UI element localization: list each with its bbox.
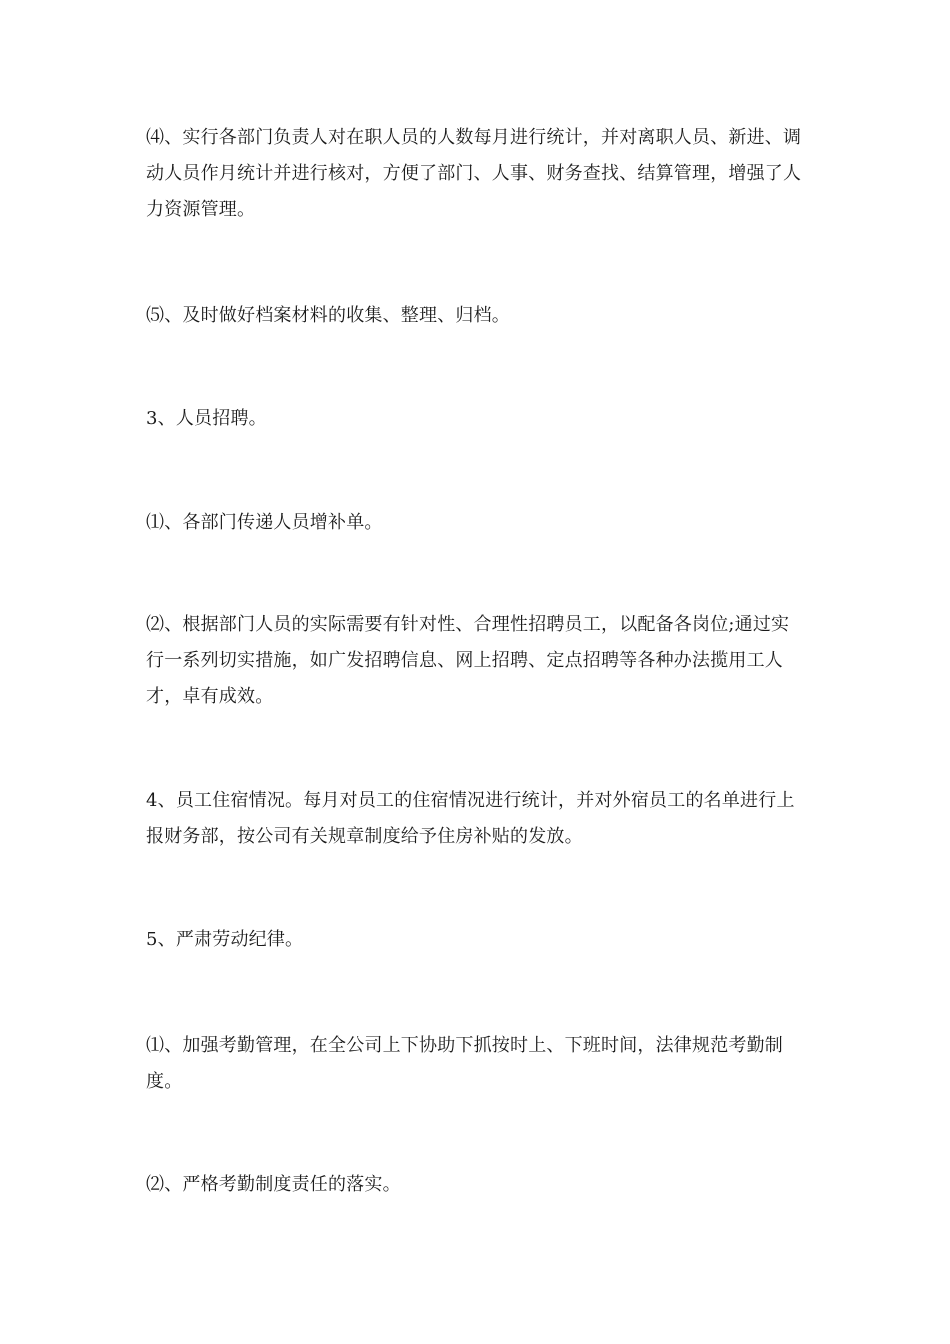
section-heading-discipline: 5、严肃劳动纪律。 xyxy=(146,929,304,950)
paragraph-item-5-archives: ⑸、及时做好档案材料的收集、整理、归档。 xyxy=(146,305,510,326)
paragraph-item-2-responsibility: ⑵、严格考勤制度责任的落实。 xyxy=(146,1174,401,1195)
paragraph-item-2-hiring: ⑵、根据部门人员的实际需要有针对性、合理性招聘员工，以配备各岗位;通过实行一系列切实措施，如广发招聘信息、网上招聘、定点招聘等各种办法揽用工人才，卓有成效。 xyxy=(146,614,790,707)
section-heading-recruitment: 3、人员招聘。 xyxy=(146,408,267,429)
paragraph-item-1-attendance: ⑴、加强考勤管理，在全公司上下协助下抓按时上、下班时间，法律规范考勤制度。 xyxy=(146,1035,783,1092)
paragraph-item-4-statistics: ⑷、实行各部门负责人对在职人员的人数每月进行统计，并对离职人员、新进、调动人员作月统计并进行核对，方便了部门、人事、财务查找、结算管理，增强了人力资源管理。 xyxy=(146,127,802,220)
paragraph-item-1-requisition: ⑴、各部门传递人员增补单。 xyxy=(146,512,383,533)
section-heading-accommodation: 4、员工住宿情况。每月对员工的住宿情况进行统计，并对外宿员工的名单进行上报财务部，按公司有关规章制度给予住房补贴的发放。 xyxy=(146,790,795,847)
